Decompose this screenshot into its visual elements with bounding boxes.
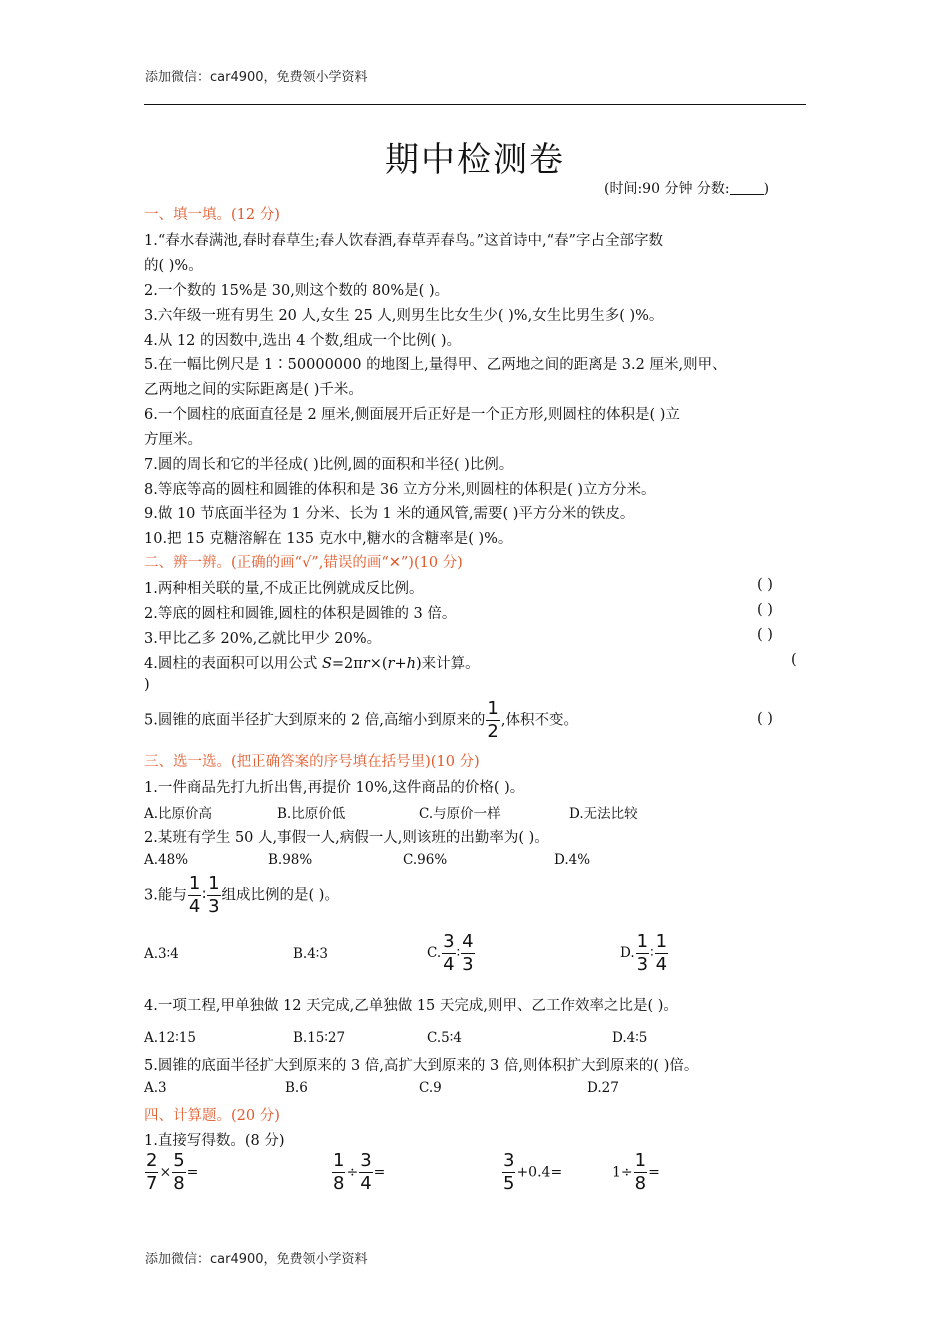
frac-den: 8 (333, 1173, 345, 1194)
frac-num: 1 (208, 873, 220, 894)
s1-line: 方厘米。 (144, 432, 202, 448)
calc-item (501, 1152, 562, 1193)
s2-item-4 (144, 652, 480, 673)
item4-post: 来计算。 (421, 656, 480, 672)
answer-paren: ( ) (757, 577, 773, 593)
option-c (427, 933, 476, 974)
option-d (620, 933, 669, 974)
option-b: B.比原价低 (277, 806, 346, 822)
answer-paren-open: ( (791, 652, 797, 668)
section1-heading: 一、填一填。(12 分) (144, 207, 280, 223)
option-a: A.3 (144, 1080, 167, 1096)
s2-item-5 (144, 700, 578, 741)
option-b: B.98% (268, 852, 313, 868)
s1-line: 4.从 12 的因数中,选出 4 个数,组成一个比例( )。 (144, 333, 462, 349)
fraction (145, 1152, 158, 1193)
answer-paren: ( ) (757, 602, 773, 618)
fraction (442, 933, 455, 974)
q3-post: 组成比例的是( )。 (221, 887, 339, 904)
answer-paren: ( ) (757, 711, 773, 727)
s3-q4: 4.一项工程,甲单独做 12 天完成,乙单独做 15 天完成,则甲、乙工作效率之比是( )。 (144, 998, 678, 1014)
option-b: B.4∶3 (293, 946, 328, 962)
s1-line: 6.一个圆柱的底面直径是 2 厘米,侧面展开后正好是一个正方形,则圆柱的体积是( )立 (144, 407, 680, 423)
option-a: A.3∶4 (144, 946, 179, 962)
header-rule (144, 104, 806, 105)
fraction (461, 933, 474, 974)
fraction (332, 1152, 345, 1193)
frac-num: 2 (146, 1150, 158, 1171)
calc-item (144, 1152, 198, 1193)
option-d: D.无法比较 (569, 806, 638, 822)
frac-den: 3 (462, 954, 474, 975)
frac-den: 7 (146, 1173, 158, 1194)
option-c: C.9 (419, 1080, 442, 1096)
frac-num: 1 (634, 1150, 647, 1171)
formula-r2: r (387, 656, 395, 672)
frac-den: 3 (208, 896, 220, 917)
formula-mid: =2π (331, 656, 363, 672)
fraction (634, 1152, 647, 1193)
fraction (359, 1152, 372, 1193)
formula-plus: + (394, 656, 407, 672)
option-label: D. (620, 945, 635, 961)
option-c: C.5∶4 (427, 1030, 462, 1046)
frac-num: 1 (188, 873, 201, 894)
calc-item (331, 1152, 385, 1193)
s2-item: 2.等底的圆柱和圆锥,圆柱的体积是圆锥的 3 倍。 (144, 606, 457, 622)
section2-heading: 二、辨一辨。(正确的画“√”,错误的画“✕”)(10 分) (144, 555, 463, 571)
s1-line: 9.做 10 节底面半径为 1 分米、长为 1 米的通风管,需要( )平方分米的铁皮。 (144, 506, 635, 522)
frac-num: 3 (443, 931, 455, 952)
frac-den: 4 (188, 896, 201, 917)
s1-line: 1.“春水春满池,春时春草生;春人饮春酒,春草弄春鸟。”这首诗中,“春”字占全部字数 (144, 233, 663, 249)
option-a: A.比原价高 (144, 806, 213, 822)
header-note: 添加微信：car4900，免费领小学资料 (145, 70, 368, 85)
option-d: D.27 (587, 1080, 619, 1096)
fraction (207, 875, 220, 916)
equals: = (186, 1164, 199, 1181)
s1-line: 3.六年级一班有男生 20 人,女生 25 人,则男生比女生少( )%,女生比男生多( )%。 (144, 308, 664, 324)
time-info-suffix: ) (763, 181, 770, 197)
s3-q1: 1.一件商品先打九折出售,再提价 10%,这件商品的价格( )。 (144, 780, 525, 796)
item5-text: 5.圆锥的底面半径扩大到原来的 2 倍,高缩小到原来的 (144, 712, 486, 729)
s1-line: 乙两地之间的实际距离是( )千米。 (144, 382, 363, 398)
time-info (604, 178, 769, 198)
equals: = (373, 1164, 386, 1181)
s4-sub1: 1.直接写得数。(8 分) (144, 1133, 285, 1149)
option-a: A.12∶15 (144, 1030, 196, 1046)
page-title: 期中检测卷 (385, 140, 565, 180)
s2-item: 3.甲比乙多 20%,乙就比甲少 20%。 (144, 631, 382, 647)
frac-den: 2 (487, 721, 499, 742)
fraction (172, 1152, 185, 1193)
fraction (655, 933, 668, 974)
item5-post: ,体积不变。 (500, 712, 578, 729)
frac-den: 8 (173, 1173, 185, 1194)
item4-text: 4.圆柱的表面积可以用公式 (144, 656, 322, 672)
fraction (486, 700, 499, 741)
fraction (636, 933, 649, 974)
s1-line: 2.一个数的 15%是 30,则这个数的 80%是( )。 (144, 283, 450, 299)
frac-den: 4 (360, 1173, 372, 1194)
formula-s: S (321, 656, 332, 672)
s1-line: 5.在一幅比例尺是 1∶50000000 的地图上,量得甲、乙两地之间的距离是 3.2 厘米,则甲、 (144, 357, 727, 373)
answer-paren-close: ) (144, 677, 150, 693)
formula-r: r (362, 656, 370, 672)
s3-q2: 2.某班有学生 50 人,事假一人,病假一人,则该班的出勤率为( )。 (144, 830, 549, 846)
section3-heading: 三、选一选。(把正确答案的序号填在括号里)(10 分) (144, 754, 480, 770)
option-b: B.15∶27 (293, 1030, 346, 1046)
option-c: C.与原价一样 (419, 806, 501, 822)
calc-item (612, 1152, 660, 1193)
s3-q3 (144, 875, 339, 916)
equals: = (648, 1164, 660, 1181)
fraction (502, 1152, 515, 1193)
option-c: C.96% (403, 852, 448, 868)
s1-line: 7.圆的周长和它的半径成( )比例,圆的面积和半径( )比例。 (144, 457, 514, 473)
option-b: B.6 (285, 1080, 308, 1096)
formula-times: ×( (369, 656, 388, 672)
frac-num: 1 (487, 698, 499, 719)
option-label: C. (427, 945, 442, 961)
s1-line: 10.把 15 克糖溶解在 135 克水中,糖水的含糖率是( )%。 (144, 531, 513, 547)
time-info-prefix: (时间:90 分钟 分数: (604, 181, 730, 197)
frac-num: 4 (462, 931, 474, 952)
formula-close: ) (415, 656, 422, 672)
frac-num: 5 (173, 1150, 185, 1171)
ratio-colon: ∶ (650, 945, 654, 961)
answer-paren: ( ) (757, 627, 773, 643)
frac-den: 4 (443, 954, 455, 975)
footer-note: 添加微信：car4900，免费领小学资料 (145, 1252, 368, 1267)
frac-num: 1 (333, 1150, 345, 1171)
formula-h: h (406, 656, 416, 672)
s2-item: 1.两种相关联的量,不成正比例就成反比例。 (144, 581, 424, 597)
ratio-colon: ∶ (456, 945, 461, 961)
s1-line: 8.等底等高的圆柱和圆锥的体积和是 36 立方分米,则圆柱的体积是( )立方分米。 (144, 482, 656, 498)
frac-num: 3 (360, 1150, 372, 1171)
q3-pre: 3.能与 (144, 887, 187, 904)
fraction (188, 875, 201, 916)
s1-line: 的( )%。 (144, 258, 203, 274)
score-blank (730, 180, 764, 195)
frac-den: 4 (655, 954, 668, 975)
calc-tail: +0.4= (516, 1164, 563, 1181)
ratio-colon: ∶ (202, 887, 207, 904)
s3-q5: 5.圆锥的底面半径扩大到原来的 3 倍,高扩大到原来的 3 倍,则体积扩大到原来的( )倍。 (144, 1058, 699, 1074)
operator: × (159, 1164, 172, 1181)
frac-den: 8 (634, 1173, 647, 1194)
frac-den: 3 (636, 954, 649, 975)
option-d: D.4% (554, 852, 591, 868)
frac-den: 5 (503, 1173, 515, 1194)
calc-pre: 1÷ (612, 1164, 633, 1181)
frac-num: 3 (503, 1150, 515, 1171)
option-a: A.48% (144, 852, 189, 868)
option-d: D.4∶5 (612, 1030, 648, 1046)
section4-heading: 四、计算题。(20 分) (144, 1108, 280, 1124)
frac-num: 1 (636, 931, 649, 952)
operator: ÷ (346, 1164, 359, 1181)
frac-num: 1 (655, 931, 668, 952)
